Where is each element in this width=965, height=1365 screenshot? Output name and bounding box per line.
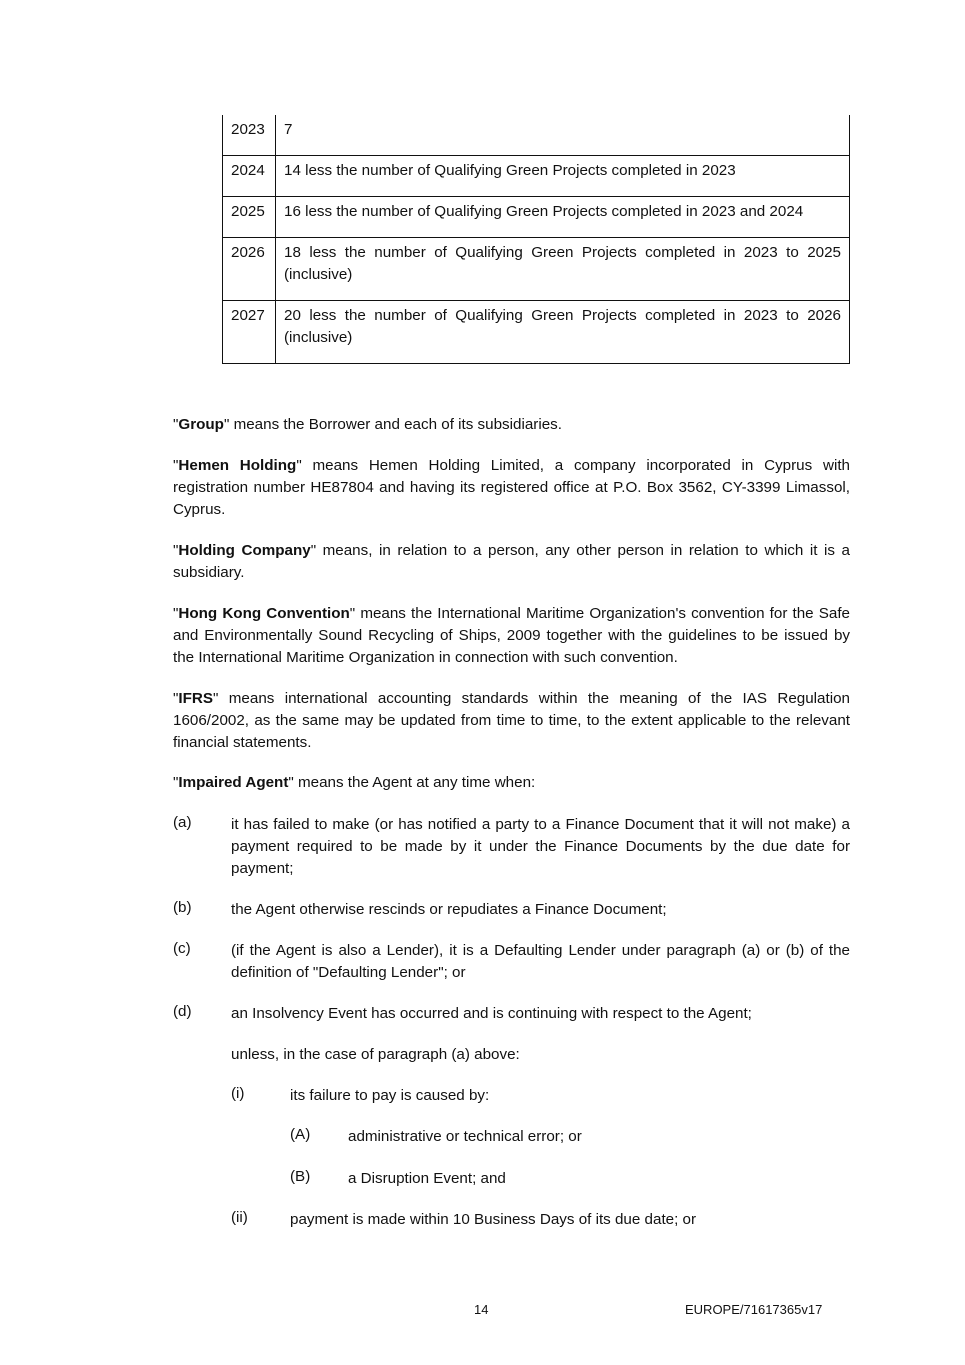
table-row <box>223 115 850 156</box>
unless-clause: unless, in the case of paragraph (a) above: <box>231 1046 520 1063</box>
sub-paragraph-text: payment is made within 10 Business Days of its due date; or <box>290 1211 697 1228</box>
sub-paragraph-label: (ii) <box>231 1209 248 1226</box>
paragraph-text: it has failed to make (or has notified a party to a Finance Document that it will not make) a payment required to be made by it under the Finance Documents by the due date for payment; <box>231 816 850 877</box>
target-cell: 18 less the number of Qualifying Green Projects completed in 2023 to 2025 (inclusive) <box>276 238 850 301</box>
paragraph-text: (if the Agent is also a Lender), it is a Defaulting Lender under paragraph (a) or (b) of the definition of "Defaulting Lender"; or <box>231 942 850 981</box>
sub-paragraph-label: (i) <box>231 1085 245 1102</box>
table-row <box>223 238 850 301</box>
paragraph-text: an Insolvency Event has occurred and is continuing with respect to the Agent; <box>231 1005 752 1022</box>
paragraph-label: (d) <box>173 1003 192 1020</box>
sub-sub-paragraph-text: administrative or technical error; or <box>348 1128 582 1145</box>
definition-hemen-holding: "Hemen Holding" means Hemen Holding Limited, a company incorporated in Cyprus with registration number HE87804 and having its registered office at P.O. Box 3562, CY-3399 Limassol, Cyprus. <box>173 457 850 518</box>
defined-term: Group <box>178 416 224 433</box>
year-cell: 2026 <box>223 238 276 301</box>
paragraph-text: the Agent otherwise rescinds or repudiates a Finance Document; <box>231 901 667 918</box>
table-row <box>223 301 850 364</box>
paragraph-label: (c) <box>173 940 191 957</box>
definition-ifrs: "IFRS" means international accounting standards within the meaning of the IAS Regulation 1606/2002, as the same may be updated from time to time, to the extent applicable to the relevant financial statements. <box>173 690 850 751</box>
sub-paragraph-text: its failure to pay is caused by: <box>290 1087 490 1104</box>
definition-group: "Group" means the Borrower and each of its subsidiaries. <box>173 416 562 433</box>
paragraph-label: (b) <box>173 899 192 916</box>
year-cell: 2027 <box>223 301 276 364</box>
sub-sub-paragraph-label: (A) <box>290 1126 311 1143</box>
sub-sub-paragraph-text: a Disruption Event; and <box>348 1170 506 1187</box>
defined-term: Holding Company <box>178 542 311 559</box>
defined-term: Hong Kong Convention <box>178 605 350 622</box>
year-cell: 2023 <box>223 115 276 156</box>
page-number: 14 <box>474 1302 489 1317</box>
year-cell: 2024 <box>223 156 276 197</box>
definition-impaired-agent: "Impaired Agent" means the Agent at any time when: <box>173 774 536 791</box>
paragraph-label: (a) <box>173 814 192 831</box>
definition-hong-kong-convention: "Hong Kong Convention" means the International Maritime Organization's convention for the Safe and Environmentally Sound Recycling of Ships, 2009 together with the guidelines to be issued by the International Maritime Organization in connection with such convention. <box>173 605 851 666</box>
sub-sub-paragraph-label: (B) <box>290 1168 311 1185</box>
green-projects-table <box>222 115 850 364</box>
defined-term: IFRS <box>178 690 214 707</box>
document-reference: EUROPE/71617365v17 <box>685 1302 823 1317</box>
table-row <box>223 197 850 238</box>
target-cell: 7 <box>276 115 850 156</box>
defined-term: Hemen Holding <box>178 457 297 474</box>
target-cell: 14 less the number of Qualifying Green Projects completed in 2023 <box>276 156 850 197</box>
table-row <box>223 156 850 197</box>
year-cell: 2025 <box>223 197 276 238</box>
defined-term: Impaired Agent <box>178 774 289 791</box>
definition-holding-company: "Holding Company" means, in relation to a person, any other person in relation to which it is a subsidiary. <box>173 542 850 581</box>
target-cell: 16 less the number of Qualifying Green Projects completed in 2023 and 2024 <box>276 197 850 238</box>
target-cell: 20 less the number of Qualifying Green Projects completed in 2023 to 2026 (inclusive) <box>276 301 850 364</box>
